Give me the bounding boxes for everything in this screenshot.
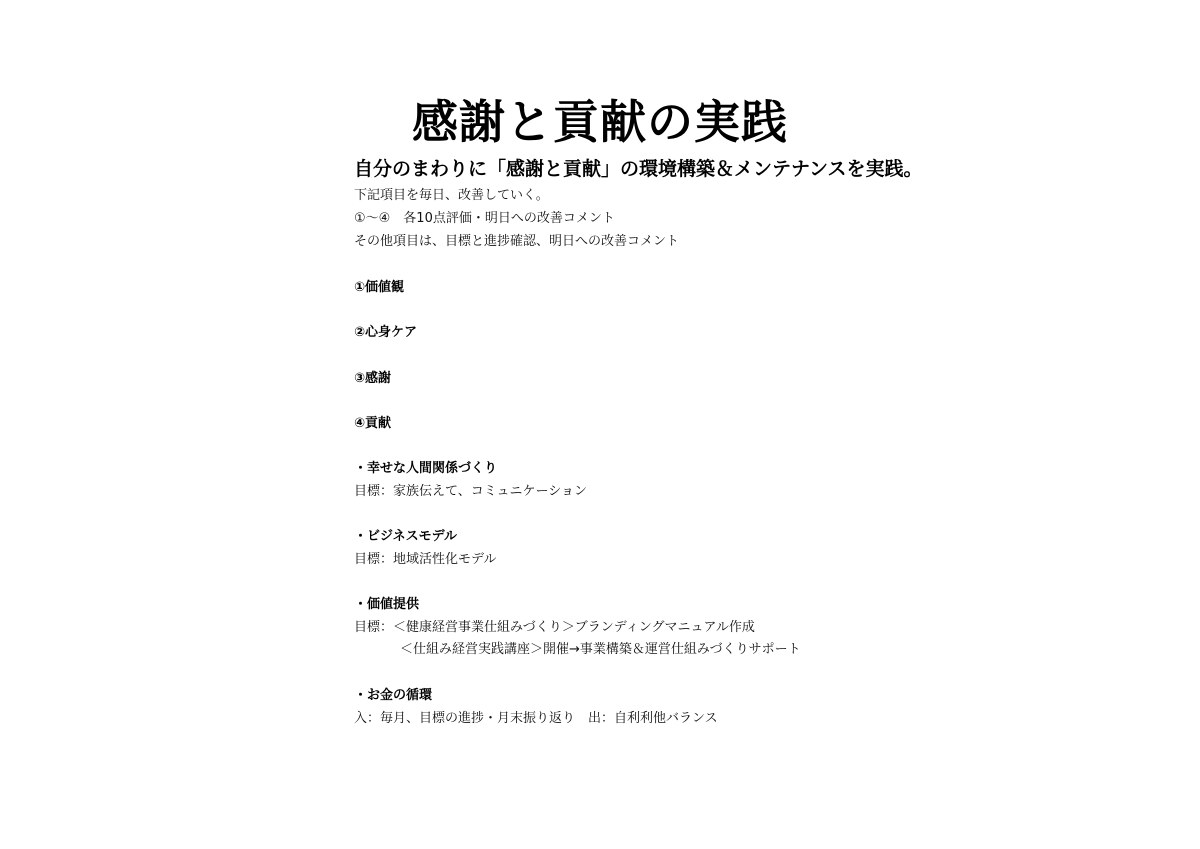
- section-heading-money-cycle: ・お金の循環: [354, 688, 433, 703]
- intro-line: その他項目は、目標と進捗確認、明日への改善コメント: [354, 234, 680, 249]
- scored-item-contribution: ④貢献: [354, 416, 392, 431]
- section-heading-relationships: ・幸せな人間関係づくり: [354, 461, 498, 476]
- section-goal-money-cycle: 入：毎月、目標の進捗・月末振り返り 出：自利利他バランス: [354, 711, 718, 726]
- section-goal-value-delivery: 目標：＜健康経営事業仕組みづくり＞ブランディングマニュアル作成: [354, 620, 755, 635]
- scored-item-values: ①価値観: [354, 280, 405, 295]
- intro-line: 下記項目を毎日、改善していく。: [354, 188, 549, 203]
- section-goal-relationships: 目標：家族伝えて、コミュニケーション: [354, 484, 587, 499]
- page-subtitle: 自分のまわりに「感謝と貢献」の環境構築＆メンテナンスを実践。: [354, 158, 923, 180]
- section-heading-business-model: ・ビジネスモデル: [354, 529, 457, 544]
- page-title: 感謝と貢献の実践: [412, 95, 788, 149]
- scored-item-mind-body-care: ②心身ケア: [354, 325, 418, 340]
- section-goal-value-delivery-continued: ＜仕組み経営実践講座＞開催→事業構築＆運営仕組みづくりサポート: [400, 642, 801, 657]
- section-heading-value-delivery: ・価値提供: [354, 597, 420, 612]
- scored-item-gratitude: ③感謝: [354, 371, 392, 386]
- section-goal-business-model: 目標：地域活性化モデル: [354, 552, 497, 567]
- intro-line: ①～④ 各10点評価・明日への改善コメント: [354, 211, 615, 226]
